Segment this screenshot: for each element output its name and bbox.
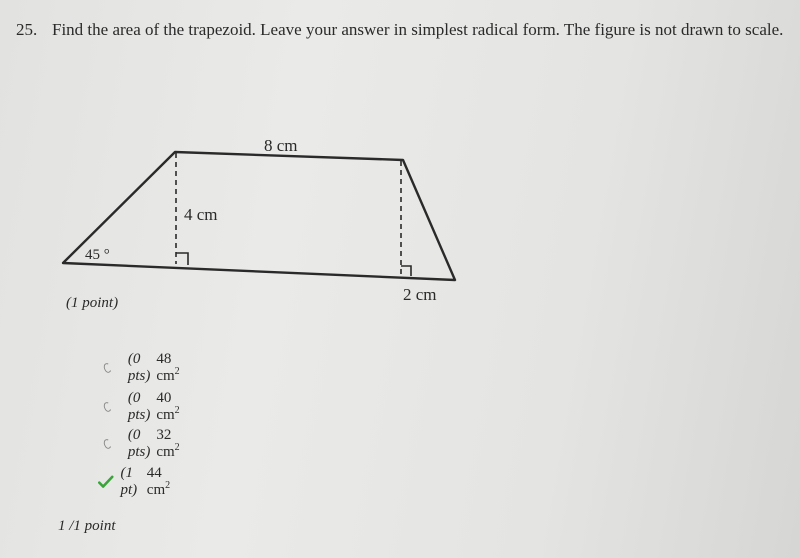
right-segment-label: 2 cm (403, 285, 437, 304)
choice-1[interactable] (100, 351, 182, 384)
choice-points: (0 pts) (127, 390, 151, 423)
score: 1 /1 point (58, 518, 116, 534)
question-text: Find the area of the trapezoid. Leave your answer in simplest radical form. The figure is not drawn to scale. (52, 20, 784, 39)
checkmark-icon (98, 472, 114, 492)
right-angle-marker-left (176, 253, 188, 265)
point-value: (1 point) (66, 295, 119, 311)
radio-icon[interactable] (102, 401, 112, 413)
choice-answer: 32 $cm^2$ (156, 427, 180, 460)
choice-answer: 44 $cm^2$ (146, 465, 171, 498)
angle-label: 45 ° (85, 247, 110, 263)
choice-answer: 40 $cm^2$ (156, 390, 180, 423)
radio-icon[interactable] (102, 438, 112, 450)
trapezoid-outline (63, 152, 455, 280)
height-label: 4 cm (184, 205, 218, 224)
question-number: 25. (16, 20, 38, 39)
choice-points: (0 pts) (127, 351, 151, 384)
choice-points: (1 pt) (120, 465, 138, 498)
choice-points: (0 pts) (127, 427, 151, 460)
top-base-label: 8 cm (264, 136, 298, 155)
right-angle-marker-right (401, 266, 411, 276)
choice-3[interactable] (100, 427, 182, 460)
choice-answer: 48 $cm^2$ (156, 351, 180, 384)
radio-icon[interactable] (102, 362, 112, 374)
choice-2[interactable] (100, 390, 182, 423)
choice-4[interactable] (100, 465, 174, 498)
